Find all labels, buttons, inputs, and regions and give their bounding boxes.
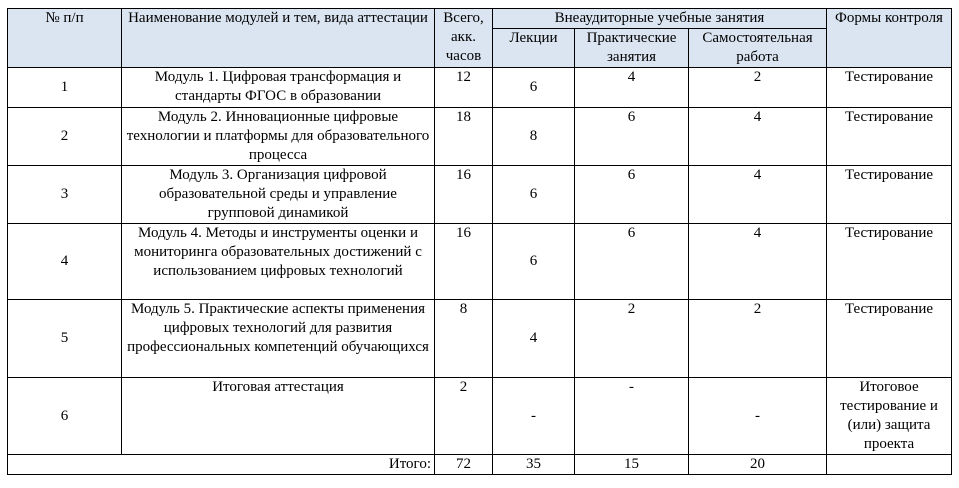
row-control: Тестирование <box>827 68 952 108</box>
row-practical: - <box>575 378 689 455</box>
row-total: 2 <box>435 378 493 455</box>
totals-control-empty <box>827 455 952 475</box>
row-practical: 6 <box>575 166 689 224</box>
table-row <box>8 300 952 378</box>
table-row <box>8 68 952 108</box>
row-control: Тестирование <box>827 166 952 224</box>
row-lectures: 6 <box>493 166 575 224</box>
row-num: 4 <box>8 224 122 300</box>
row-name: Модуль 3. Организация цифровой образовательной среды и управление групповой динамикой <box>122 166 435 224</box>
header-num: № п/п <box>8 9 122 68</box>
row-lectures: 4 <box>493 300 575 378</box>
row-lectures: 6 <box>493 68 575 108</box>
row-name: Модуль 2. Инновационные цифровые технологии и платформы для образовательного процесса <box>122 108 435 166</box>
row-practical: 6 <box>575 108 689 166</box>
row-total: 8 <box>435 300 493 378</box>
row-total: 16 <box>435 166 493 224</box>
header-total-hours: Всего, акк. часов <box>435 9 493 68</box>
table-row <box>8 108 952 166</box>
row-total: 16 <box>435 224 493 300</box>
header-name: Наименование модулей и тем, вида аттестации <box>122 9 435 68</box>
row-control: Итоговое тестирование и (или) защита проекта <box>827 378 952 455</box>
row-total: 12 <box>435 68 493 108</box>
row-num: 6 <box>8 378 122 455</box>
row-num: 5 <box>8 300 122 378</box>
table-row <box>8 166 952 224</box>
header-practical: Практические занятия <box>575 29 689 68</box>
row-practical: 4 <box>575 68 689 108</box>
row-independent: 2 <box>689 68 827 108</box>
row-lectures: 8 <box>493 108 575 166</box>
totals-total: 72 <box>435 455 493 475</box>
table-row <box>8 378 952 455</box>
totals-independent: 20 <box>689 455 827 475</box>
row-name: Модуль 1. Цифровая трансформация и стандарты ФГОС в образовании <box>122 68 435 108</box>
row-num: 2 <box>8 108 122 166</box>
row-lectures: 6 <box>493 224 575 300</box>
header-lectures: Лекции <box>493 29 575 68</box>
row-independent: 2 <box>689 300 827 378</box>
row-independent: 4 <box>689 108 827 166</box>
curriculum-table <box>7 8 952 475</box>
row-control: Тестирование <box>827 300 952 378</box>
totals-label: Итого: <box>8 455 435 475</box>
row-num: 3 <box>8 166 122 224</box>
totals-lectures: 35 <box>493 455 575 475</box>
row-control: Тестирование <box>827 108 952 166</box>
row-name: Модуль 4. Методы и инструменты оценки и мониторинга образовательных достижений с использованием цифровых технологий <box>122 224 435 300</box>
header-extracurricular: Внеаудиторные учебные занятия <box>493 9 827 29</box>
row-num: 1 <box>8 68 122 108</box>
header-control-forms: Формы контроля <box>827 9 952 68</box>
row-independent: - <box>689 378 827 455</box>
row-total: 18 <box>435 108 493 166</box>
row-independent: 4 <box>689 166 827 224</box>
table-row <box>8 224 952 300</box>
row-name: Модуль 5. Практические аспекты применения цифровых технологий для развития профессиональных компетенций обучающихся <box>122 300 435 378</box>
row-name: Итоговая аттестация <box>122 378 435 455</box>
row-independent: 4 <box>689 224 827 300</box>
totals-row <box>8 455 952 475</box>
row-practical: 2 <box>575 300 689 378</box>
totals-practical: 15 <box>575 455 689 475</box>
row-control: Тестирование <box>827 224 952 300</box>
header-independent: Самостоятельная работа <box>689 29 827 68</box>
row-practical: 6 <box>575 224 689 300</box>
row-lectures: - <box>493 378 575 455</box>
